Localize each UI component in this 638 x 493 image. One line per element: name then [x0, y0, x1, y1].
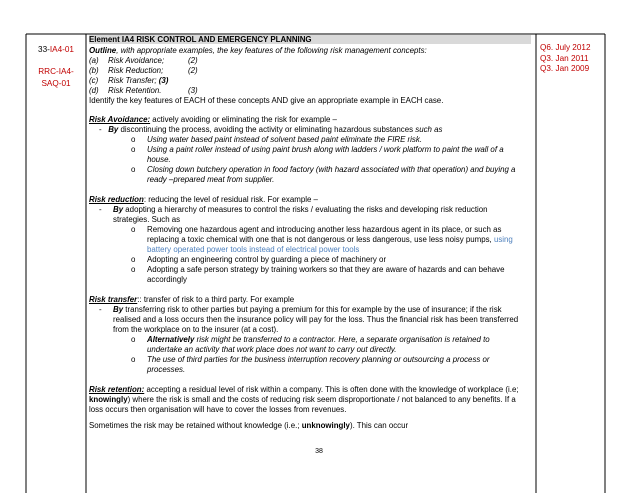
avoidance-bullet-3: Closing down butchery operation in food factory (with hazard associated with that operation) and buying a ready –prepared meat from supplier.: [147, 165, 516, 184]
ref-prefix: 33-: [38, 45, 50, 54]
ref-code-a: IA4-01: [49, 45, 74, 54]
avoidance-bullet-2: Using a paint roller instead of using paint brush along with ladders / work platform to paint the wall of a house.: [147, 145, 504, 164]
element-title: Element IA4 RISK CONTROL AND EMERGENCY PLANNING: [89, 35, 531, 44]
bullet-marker: o: [131, 225, 136, 234]
bullet-dash: -: [99, 305, 102, 314]
reduction-bullet-1: Removing one hazardous agent and introducing another less hazardous agent in its place, or such as replacing a toxic chemical with one that is not dangerous or less dangerous, use less noisy pumps, using battery operated power tools instead of electrical power tools: [147, 225, 513, 254]
outline-item-a: (a) Risk Avoidance; (2): [89, 56, 198, 65]
question-ref: Q6. July 2012: [540, 43, 591, 52]
outline-item-c: (c) Risk Transfer; (3): [89, 76, 169, 85]
avoidance-bullet-1: Using water based paint instead of solvent based paint eliminate the FIRE risk.: [147, 135, 423, 144]
bullet-marker: o: [131, 255, 136, 264]
question-ref: Q3. Jan 2011: [540, 53, 589, 63]
reduction-bullet-2: Adopting an engineering control by guarding a piece of machinery or: [147, 255, 387, 264]
reduction-by: By adopting a hierarchy of measures to control the risks / evaluating the risks and developing risk reduction strategies. Such as: [113, 205, 488, 224]
transfer-by: By transferring risk to other parties but paying a premium for this for example by the use of insurance; if the risk realised and a loss occurs then the insurance policy will pay for the loss. Thus the financial risk has been transferred from the workplace on to the insurer (at a cost).: [113, 305, 519, 334]
ref-code-b: RRC-IA4-: [38, 67, 74, 76]
question-references: [540, 43, 602, 75]
bullet-marker: o: [131, 135, 136, 144]
retention-paragraph: Risk retention: accepting a residual level of risk within a company. This is often done with the knowledge of workplace (i.e; knowingly) where the risk is small and the costs of reducing risk seem disproportionate / not balanced to any benefits. If a loss occurs then organisation will have to cover the losses from revenues.: [89, 385, 519, 414]
avoidance-heading: Risk Avoidance: actively avoiding or eliminating the risk for example –: [89, 115, 337, 124]
question-ref: Q3. Jan 2009: [540, 64, 590, 74]
bullet-dash: -: [99, 205, 102, 214]
bullet-marker: o: [131, 165, 136, 174]
reduction-bullet-3: Adopting a safe person strategy by training workers so that they are aware of hazards and can behave accordingly: [147, 265, 505, 284]
avoidance-by: - By discontinuing the process, avoiding the activity or eliminating hazardous substances such as: [99, 125, 443, 134]
reference-cell: [30, 44, 82, 90]
retention-paragraph-2: Sometimes the risk may be retained without knowledge (i.e.; unknowingly). This can occur: [89, 421, 409, 430]
bullet-marker: o: [131, 335, 136, 344]
outline-item-d: (d) Risk Retention. (3): [89, 86, 198, 95]
bullet-marker: o: [131, 145, 136, 154]
bullet-marker: o: [131, 265, 136, 274]
reduction-heading: Risk reduction: reducing the level of residual risk. For example –: [89, 195, 318, 204]
bullet-marker: o: [131, 355, 136, 364]
transfer-bullet-1: Alternatively risk might be transferred to a contractor. Here, a separate organisation is retained to undertake an activity that work place does not want to carry out directly.: [147, 335, 490, 354]
outline-line: Outline, with appropriate examples, the key features of the following risk management concepts:: [89, 46, 427, 55]
outline-instruction: Identify the key features of EACH of these concepts AND give an appropriate example in EACH case.: [89, 96, 444, 105]
transfer-heading: Risk transfer:: transfer of risk to a third party. For example: [89, 295, 295, 304]
page-number: 38: [315, 448, 323, 455]
outline-item-b: (b) Risk Reduction; (2): [89, 66, 198, 75]
transfer-bullet-2: The use of third parties for the business interruption recovery planning or outsourcing a process or processes.: [147, 355, 490, 374]
ref-code-c: SAQ-01: [41, 79, 71, 88]
